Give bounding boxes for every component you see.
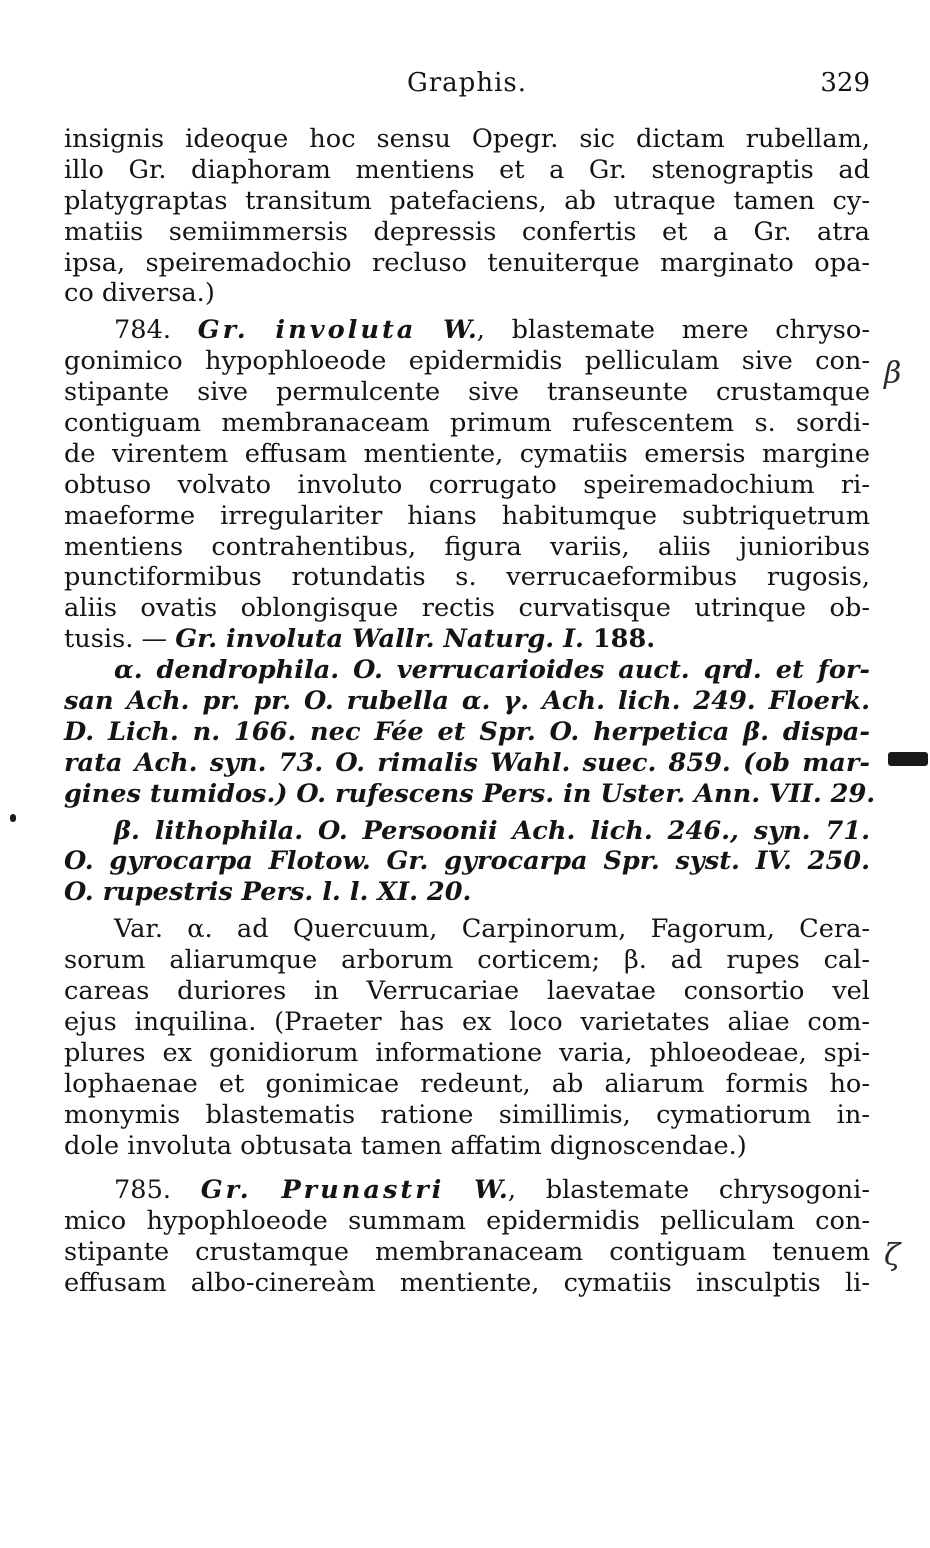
citation-page: 188.	[583, 624, 656, 655]
text-line: obtuso volvato involuto corrugato speiremadochium ri-	[64, 469, 870, 500]
margin-note-785: ζ	[884, 1238, 901, 1273]
text-line: α. dendrophila. O. verrucarioides auct. qrd. et for-	[114, 655, 870, 686]
text-line: ipsa, speiremadochio recluso tenuiterque marginato opa-	[64, 247, 870, 278]
text-line: insignis ideoque hoc sensu Opegr. sic dictam rubellam,	[64, 124, 870, 154]
text-line: D. Lich. n. 166. nec Fée et Spr. O. herpetica β. dispa-	[64, 716, 870, 747]
entry-species: involuta	[275, 315, 417, 346]
ink-blot	[888, 752, 928, 766]
text-line: careas duriores in Verrucariae laevatae consortio vel	[64, 976, 870, 1007]
entry-description-start: , blastemate chrysogoni-	[507, 1175, 871, 1206]
text-line: rata Ach. syn. 73. O. rimalis Wahl. suec. 859. (ob mar-	[64, 747, 870, 778]
text-line: platygraptas transitum patefaciens, ab utraque tamen cy-	[64, 185, 870, 216]
text-line: de virentem effusam mentiente, cymatiis emersis margine	[64, 438, 870, 469]
ink-dot	[10, 814, 16, 822]
entry-number: 784.	[114, 315, 171, 346]
text-line: gines tumidos.) O. rufescens Pers. in Uster. Ann. VII. 29.	[64, 778, 876, 809]
body-text	[64, 124, 876, 1299]
text-line: san Ach. pr. pr. O. rubella α. γ. Ach. lich. 249. Floerk.	[64, 686, 870, 717]
varieties-note	[64, 914, 870, 1161]
text-line: stipante crustamque membranaceam contiguam tenuem	[64, 1237, 870, 1268]
text-line: plures ex gonidiorum informatione varia, phloeodeae, spi-	[64, 1037, 870, 1068]
text-line: co diversa.)	[64, 278, 215, 309]
entry-heading-line	[64, 315, 870, 346]
text-line: Var. α. ad Quercuum, Carpinorum, Fagorum, Cera-	[114, 914, 870, 945]
entry-genus: Gr.	[200, 1175, 252, 1206]
text-line: O. rupestris Pers. l. l. XI. 20.	[64, 877, 472, 908]
text-line: monymis blastematis ratione simillimis, cymatiorum in-	[64, 1099, 870, 1130]
margin-note-784: β	[884, 356, 902, 391]
page-header	[64, 64, 870, 104]
text-line: matiis semiimmersis depressis confertis et a Gr. atra	[64, 216, 870, 247]
citation-prefix: tusis. —	[64, 624, 176, 655]
text-line: punctiformibus rotundatis s. verrucaeformibus rugosis,	[64, 562, 870, 593]
text-line: β. lithophila. O. Persoonii Ach. lich. 246., syn. 71.	[114, 815, 870, 846]
citation-italic: Gr. involuta Wallr. Naturg. I.	[175, 624, 584, 655]
text-line: ejus inquilina. (Praeter has ex loco varietates aliae com-	[64, 1006, 870, 1037]
paragraph-continuation	[64, 124, 870, 309]
text-line: dole involuta obtusata tamen affatim dignoscendae.)	[64, 1130, 747, 1161]
text-line: mentiens contrahentibus, figura variis, aliis junioribus	[64, 531, 870, 562]
variety-alpha	[64, 655, 876, 809]
entry-784	[64, 315, 870, 655]
text-line: aliis ovatis oblongisque rectis curvatisque utrinque ob-	[64, 593, 870, 624]
text-line: maeforme irregulariter hians habitumque subtriquetrum	[64, 500, 870, 531]
running-title: Graphis.	[406, 68, 527, 98]
text-line: illo Gr. diaphoram mentiens et a Gr. stenograptis ad	[64, 154, 870, 185]
text-line: stipante sive permulcente sive transeunte crustamque	[64, 377, 870, 408]
entry-heading-line	[64, 1175, 870, 1206]
entry-description-start: , blastemate mere chryso-	[476, 315, 870, 346]
text-line-citation	[64, 624, 870, 655]
text-line: lophaenae et gonimicae redeunt, ab aliarum formis ho-	[64, 1068, 870, 1099]
text-line: effusam albo-cinereàm mentiente, cymatiis insculptis li-	[64, 1268, 870, 1299]
text-line: O. gyrocarpa Flotow. Gr. gyrocarpa Spr. syst. IV. 250.	[64, 846, 870, 877]
text-line: sorum aliarumque arborum corticem; β. ad rupes cal-	[64, 945, 870, 976]
page-number: 329	[820, 68, 870, 98]
text-line: gonimico hypophloeode epidermidis pelliculam sive con-	[64, 346, 870, 377]
entry-genus: Gr.	[197, 315, 249, 346]
entry-785	[64, 1175, 870, 1299]
variety-beta	[64, 816, 870, 909]
text-line: contiguam membranaceam primum rufescentem s. sordi-	[64, 408, 870, 439]
entry-number: 785.	[114, 1175, 171, 1206]
text-line: mico hypophloeode summam epidermidis pelliculam con-	[64, 1206, 870, 1237]
entry-author: W.	[474, 1175, 508, 1206]
entry-author: W.	[443, 315, 477, 346]
entry-species: Prunastri	[281, 1175, 445, 1206]
